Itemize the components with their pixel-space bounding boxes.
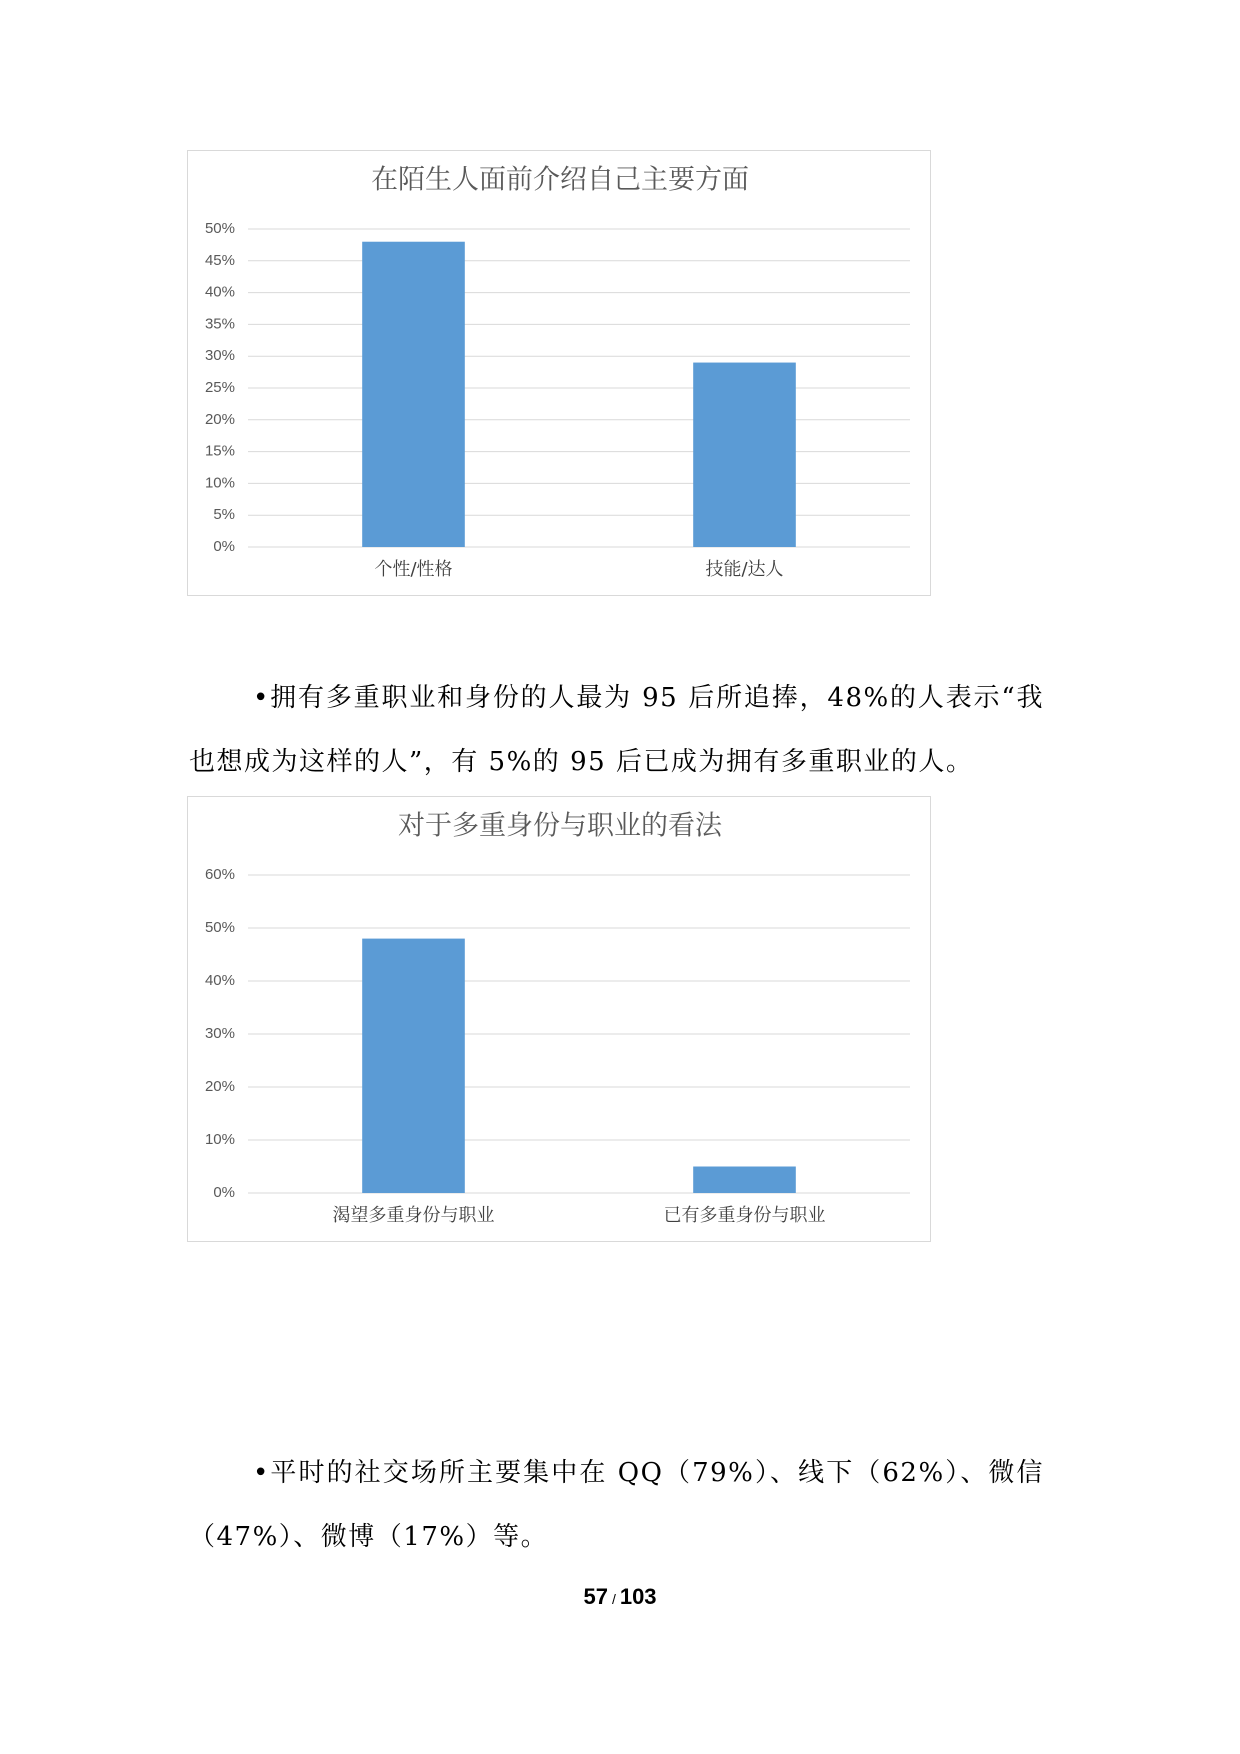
y-tick-label: 25%	[204, 378, 235, 396]
bar	[693, 363, 796, 547]
chart-title: 对于多重身份与职业的看法	[398, 810, 722, 842]
y-tick-label: 0%	[213, 1183, 235, 1201]
y-tick-label: 50%	[204, 918, 235, 936]
chart-multiple-identities	[187, 796, 931, 1242]
y-tick-label: 30%	[204, 1024, 235, 1042]
bar	[362, 242, 465, 547]
chart-multiple-identities-svg	[188, 797, 932, 1243]
chart-title: 在陌生人面前介绍自己主要方面	[371, 164, 749, 196]
y-tick-label: 40%	[204, 971, 235, 989]
y-tick-label: 20%	[204, 410, 235, 428]
y-tick-label: 5%	[213, 506, 235, 524]
y-tick-label: 0%	[213, 537, 235, 555]
chart-intro-aspects-svg	[188, 151, 932, 597]
paragraph-social-venues: •平时的社交场所主要集中在 QQ（79%）、线下（62%）、微信（47%）、微博（17%）等。	[189, 1458, 1044, 1552]
y-tick-label: 15%	[204, 442, 235, 460]
category-label: 渴望多重身份与职业	[332, 1205, 495, 1226]
page-number-total: 103	[619, 1584, 657, 1609]
paragraph-multiple-professions: •拥有多重职业和身份的人最为 95 后所追捧，48%的人表示“我也想成为这样的人”，有 5%的 95 后已成为拥有多重职业的人。	[189, 683, 1044, 777]
y-tick-label: 30%	[204, 347, 235, 365]
y-tick-label: 20%	[204, 1077, 235, 1095]
y-tick-label: 10%	[204, 1130, 235, 1148]
bar	[362, 939, 465, 1193]
y-tick-label: 45%	[204, 251, 235, 269]
page-number-separator: /	[611, 1591, 616, 1607]
bar	[693, 1167, 796, 1194]
category-label: 已有多重身份与职业	[663, 1205, 826, 1226]
category-label: 技能/达人	[705, 559, 784, 580]
page-number	[0, 1582, 1240, 1614]
y-tick-label: 60%	[204, 865, 235, 883]
chart-intro-aspects	[187, 150, 931, 596]
page-number-current: 57	[583, 1584, 608, 1609]
y-tick-label: 50%	[204, 219, 235, 237]
y-tick-label: 35%	[204, 315, 235, 333]
y-tick-label: 40%	[204, 283, 235, 301]
category-label: 个性/性格	[374, 559, 453, 580]
y-tick-label: 10%	[204, 474, 235, 492]
